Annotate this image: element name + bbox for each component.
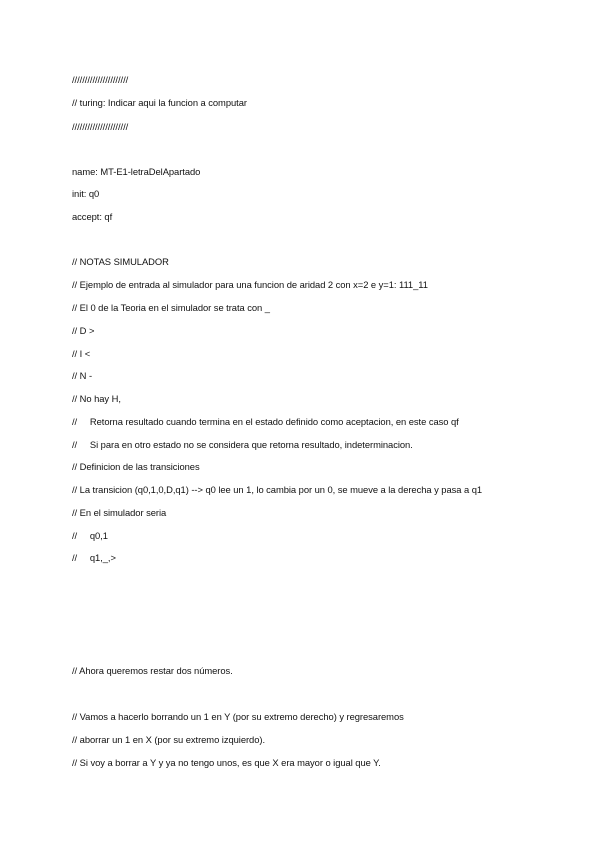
comment-x-mayor-igual: // Si voy a borrar a Y y ya no tengo unos, es que X era mayor o igual que Y. bbox=[72, 757, 381, 768]
init-declaration: init: q0 bbox=[72, 188, 100, 199]
comment-indeterminacion: // Si para en otro estado no se considera que retorna resultado, indeterminacion. bbox=[72, 439, 413, 450]
comment-retorna-resultado: // Retorna resultado cuando termina en el estado definido como aceptacion, en este caso qf bbox=[72, 416, 459, 427]
comment-direction-i: // I < bbox=[72, 348, 91, 359]
name-declaration: name: MT-E1-letraDelApartado bbox=[72, 166, 201, 177]
comment-borrar-x: // aborrar un 1 en X (por su extremo izquierdo). bbox=[72, 734, 266, 745]
comment-restar-numeros: // Ahora queremos restar dos números. bbox=[72, 665, 233, 676]
comment-ejemplo-entrada: // Ejemplo de entrada al simulador para una funcion de aridad 2 con x=2 e y=1: 111_11 bbox=[72, 279, 428, 290]
comment-definicion-transiciones: // Definicion de las transiciones bbox=[72, 461, 200, 472]
accept-declaration: accept: qf bbox=[72, 211, 113, 222]
comment-no-hay-h: // No hay H, bbox=[72, 393, 121, 404]
comment-turing-function: // turing: Indicar aqui la funcion a computar bbox=[72, 97, 247, 108]
comment-direction-d: // D > bbox=[72, 325, 95, 336]
comment-transition-source: // q0,1 bbox=[72, 530, 108, 541]
comment-direction-n: // N - bbox=[72, 370, 93, 381]
comment-en-simulador: // En el simulador seria bbox=[72, 507, 167, 518]
comment-cero-teoria: // El 0 de la Teoria en el simulador se trata con _ bbox=[72, 302, 270, 313]
separator-line-top: ////////////////////// bbox=[72, 74, 129, 85]
comment-notas-simulador: // NOTAS SIMULADOR bbox=[72, 256, 169, 267]
comment-transition-target: // q1,_,> bbox=[72, 552, 116, 563]
comment-transicion-ejemplo: // La transicion (q0,1,0,D,q1) --> q0 lee un 1, lo cambia por un 0, se mueve a la derecha y pasa a q1 bbox=[72, 484, 483, 495]
comment-borrar-y: // Vamos a hacerlo borrando un 1 en Y (por su extremo derecho) y regresaremos bbox=[72, 711, 404, 722]
separator-line-bottom: ////////////////////// bbox=[72, 121, 129, 132]
